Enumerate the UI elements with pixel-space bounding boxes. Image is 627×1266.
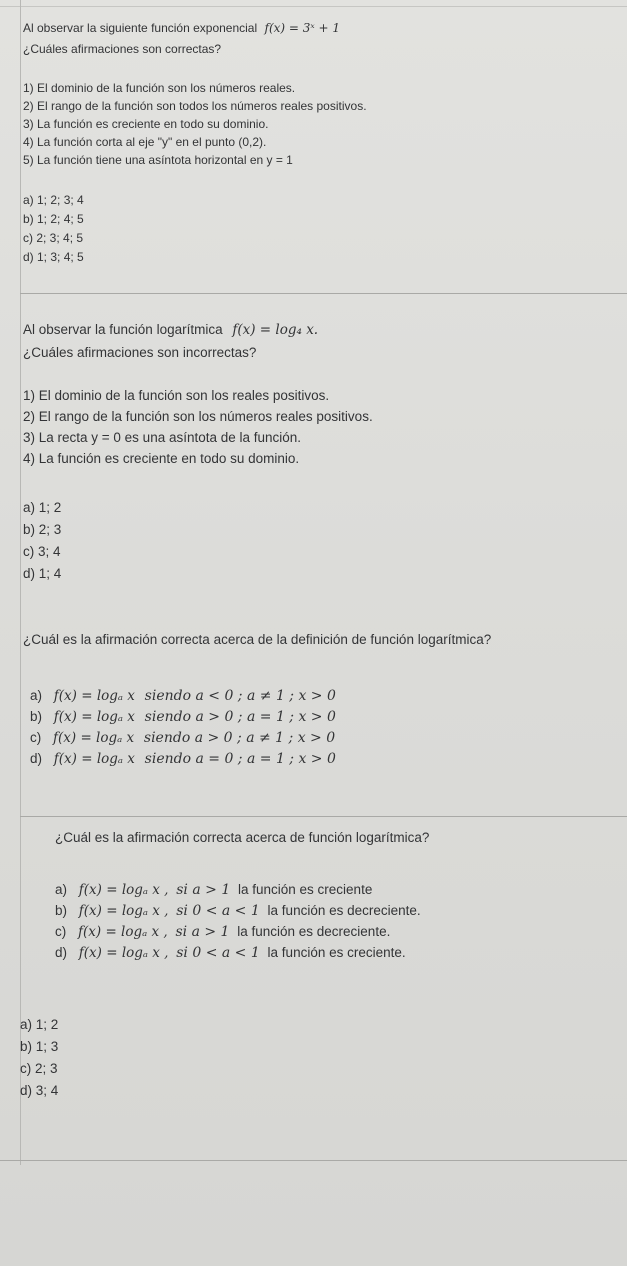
q4-statement-c-func: f(x) = logₐ x , [78,924,168,940]
q4-statement-c-text: la función es decreciente. [237,924,391,939]
q4-statement-d-letter: d) [55,945,68,960]
q4-question: ¿Cuál es la afirmación correcta acerca de función logarítmica? [55,830,430,845]
q3-question: ¿Cuál es la afirmación correcta acerca de la definición de función logarítmica? [23,632,492,647]
q3-option-c-func: f(x) = logₐ x [53,730,135,746]
q1-prompt-line [23,20,340,36]
q4-statement-d [55,945,406,961]
q1-statement-1: 1) El dominio de la función son los números reales. [23,81,296,95]
q3-option-a-letter: a) [30,688,43,703]
q4-statement-a-text: la función es creciente [238,882,373,897]
q4-bottom-divider [0,1160,627,1161]
q4-statement-c-letter: c) [55,924,67,939]
q1-option-a: a) 1; 2; 3; 4 [23,193,84,207]
q3-option-c-letter: c) [30,730,42,745]
q1-option-d: d) 1; 3; 4; 5 [23,250,84,264]
q2-prompt-line [23,322,318,338]
q4-option-d: d) 3; 4 [20,1083,59,1098]
q1-option-b: b) 1; 2; 4; 5 [23,212,84,226]
q4-statement-b-text: la función es decreciente. [267,903,421,918]
q1-statement-5: 5) La función tiene una asíntota horizontal en y = 1 [23,153,293,167]
q4-option-b: b) 1; 3 [20,1039,59,1054]
q1-statement-3: 3) La función es creciente en todo su dominio. [23,117,269,131]
q3-option-d-cond: siendo a = 0 ; a = 1 ; x > 0 [144,751,336,767]
q3-option-d-func: f(x) = logₐ x [53,751,135,767]
q3-option-a [30,688,336,704]
q1-question: ¿Cuáles afirmaciones son correctas? [23,42,222,56]
q3-option-d [30,751,336,767]
q2-function: f(x) = log₄ x. [232,322,319,338]
sheet-left-edge [0,0,21,1165]
q4-statement-b-cond: si 0 < a < 1 [176,903,260,919]
question-4 [20,820,627,1170]
q4-statement-d-text: la función es creciente. [267,945,406,960]
q1-function: f(x) = 3ˣ + 1 [264,21,340,35]
q4-statement-b-letter: b) [55,903,68,918]
q2-option-b: b) 2; 3 [23,522,62,537]
q4-statement-a-cond: si a > 1 [176,882,231,898]
q2-statement-4: 4) La función es creciente en todo su dominio. [23,451,300,466]
q4-statement-a [55,882,372,898]
q3-option-b-cond: siendo a > 0 ; a = 1 ; x > 0 [144,709,336,725]
q4-statement-b [55,903,421,919]
q4-statement-a-func: f(x) = logₐ x , [78,882,169,898]
q2-statement-2: 2) El rango de la función son los números reales positivos. [23,409,373,424]
q2-statement-1: 1) El dominio de la función son los reales positivos. [23,388,330,403]
q4-statement-c [55,924,390,940]
q4-statement-a-letter: a) [55,882,68,897]
q1-divider [20,293,627,294]
q4-statement-d-cond: si 0 < a < 1 [176,945,260,961]
q1-prompt: Al observar la siguiente función exponencial [23,21,258,35]
q1-option-c: c) 2; 3; 4; 5 [23,231,84,245]
q4-statement-b-func: f(x) = logₐ x , [78,903,169,919]
question-3 [20,620,627,820]
q2-option-d: d) 1; 4 [23,566,62,581]
q4-option-a: a) 1; 2 [20,1017,59,1032]
q3-option-b [30,709,336,725]
q3-option-b-func: f(x) = logₐ x [53,709,135,725]
q4-statement-c-cond: si a > 1 [175,924,230,940]
q2-question: ¿Cuáles afirmaciones son incorrectas? [23,345,257,360]
q1-statement-2: 2) El rango de la función son todos los números reales positivos. [23,99,367,113]
q1-statement-4: 4) La función corta al eje "y" en el punto (0,2). [23,135,267,149]
q4-statement-d-func: f(x) = logₐ x , [78,945,169,961]
q3-option-d-letter: d) [30,751,43,766]
q2-prompt: Al observar la función logarítmica [23,322,223,337]
q2-option-a: a) 1; 2 [23,500,62,515]
q3-option-c [30,730,335,746]
q3-option-a-func: f(x) = logₐ x [53,688,135,704]
q3-option-a-cond: siendo a < 0 ; a ≠ 1 ; x > 0 [144,688,336,704]
q3-option-b-letter: b) [30,709,43,724]
question-1 [20,0,627,300]
q3-option-c-cond: siendo a > 0 ; a ≠ 1 ; x > 0 [143,730,336,746]
q4-option-c: c) 2; 3 [20,1061,58,1076]
q2-option-c: c) 3; 4 [23,544,61,559]
q2-statement-3: 3) La recta y = 0 es una asíntota de la función. [23,430,302,445]
q3-divider [20,816,627,817]
question-2 [20,300,627,600]
